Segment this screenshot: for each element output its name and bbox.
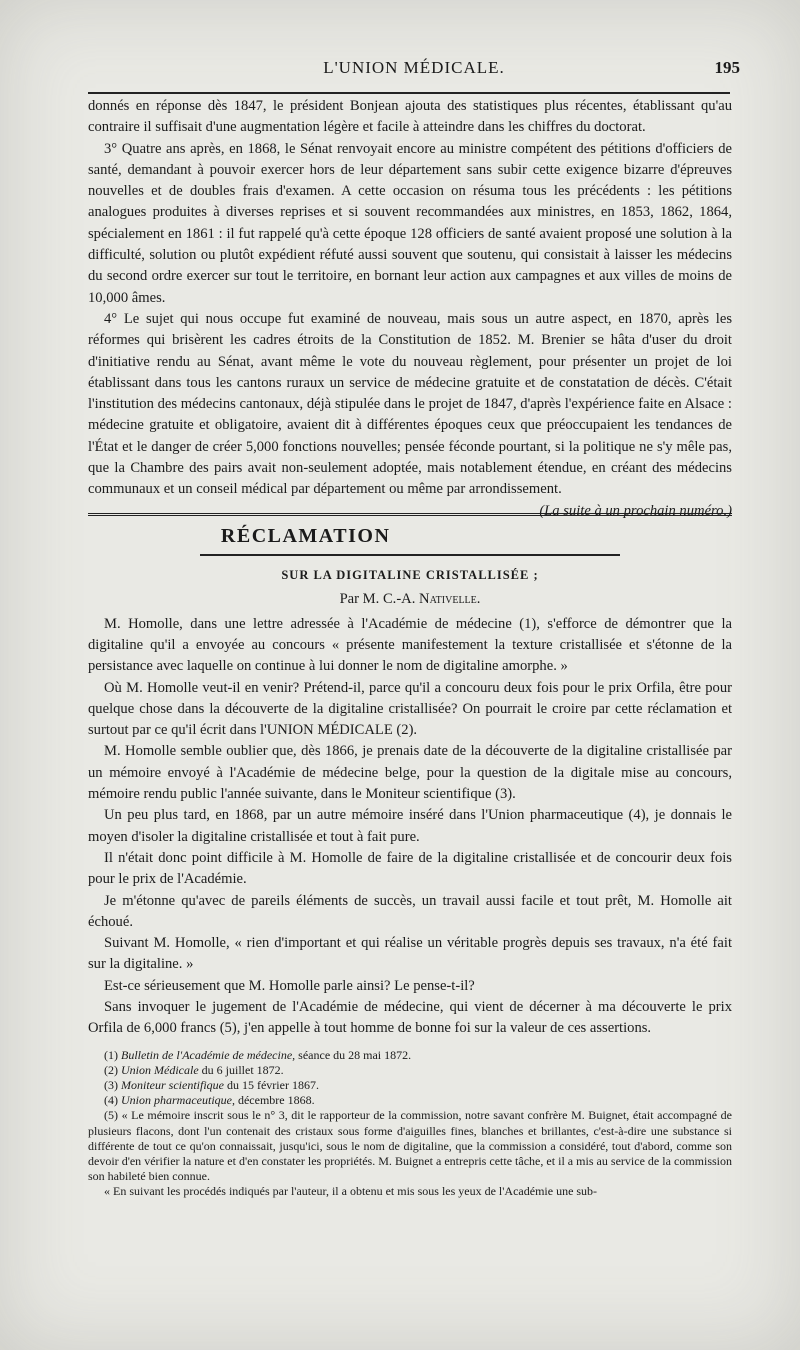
reclamation-paragraph: M. Homolle, dans une lettre adressée à l'Académie de médecine (1), s'efforce de démontrer que la digitaline qu'il a envoyée au concours « présente manifestement la texture cristallisée et s'étonne de la persistance avec laquelle on continue à lui donner le nom de digitaline amorphe. »	[88, 615, 732, 675]
footnote: (5) « Le mémoire inscrit sous le n° 3, dit le rapporteur de la commission, notre savant confrère M. Buignet, était accompagné de plusieurs flacons, dont l'un contenait des cristaux sous forme d'aiguilles fines, blanches et brillantes, c'est-à-dire une substance si différente de tout ce qu'on connaissait, jusqu'ici, sous le nom de digitaline, que la commission a considéré, tout d'abord, comme son devoir d'en vérifier la nature et d'en constater les propriétés. M. Buignet a entrepris cette tâche, et il a mis au service de la commission son habileté bien connue.	[88, 1108, 732, 1184]
reclamation-paragraph: Sans invoquer le jugement de l'Académie de médecine, qui vient de décerner à ma découverte le prix Orfila de 6,000 francs (5), j'en appelle à tout homme de bonne foi sur la valeur de ces assertions.	[88, 998, 732, 1037]
article-paragraph-1: donnés en réponse dès 1847, le président Bonjean ajouta des statistiques plus récentes, établissant qu'au contraire il suffisait d'une augmentation légère et facile à atteindre dans les chiffres du doctorat.	[88, 98, 732, 136]
footnote: (4) Union pharmaceutique, décembre 1868.	[104, 1093, 315, 1108]
author-line	[88, 588, 732, 610]
section-title: RÉCLAMATION	[220, 524, 391, 547]
title-rule	[200, 554, 620, 556]
reclamation-paragraph: Où M. Homolle veut-il en venir? Prétend-il, parce qu'il a concouru deux fois pour le prix Orfila, être pour quelque chose dans la découverte de la digitaline cristallisée? On pourrait le croire par cette réclamation et surtout par ce qu'il écrit dans l'UNION MÉDICALE (2).	[88, 679, 732, 739]
footnotes	[88, 1048, 732, 1200]
reclamation-paragraph: Suivant M. Homolle, « rien d'important et qui réalise un véritable progrès depuis ses travaux, n'a été fait sur la digitaline. »	[88, 935, 732, 973]
reclamation-paragraph: M. Homolle semble oublier que, dès 1866, je prenais date de la découverte de la digitaline cristallisée par un mémoire envoyé à l'Académie de médecine belge, pour la question de la digitale mise au concours, mémoire rendu public l'année suivante, dans le Moniteur scientifique (3).	[88, 743, 732, 803]
author-prefix: Par M. C.-A.	[339, 590, 420, 607]
running-title: L'UNION MÉDICALE.	[323, 58, 505, 77]
reclamation-paragraph: Je m'étonne qu'avec de pareils éléments de succès, un travail aussi facile et tout prêt, M. Homolle ait échoué.	[88, 892, 732, 930]
article-paragraph-3	[88, 309, 732, 519]
reclamation-paragraph: Il n'était donc point difficile à M. Homolle de faire de la digitaline cristallisée et de concourir deux fois pour le prix de l'Académie.	[88, 849, 732, 888]
reclamation-paragraph: Un peu plus tard, en 1868, par un autre mémoire inséré dans l'Union pharmaceutique (4), je donnais le moyen d'isoler la digitaline cristallisée et tout à fait pure.	[88, 807, 732, 845]
reclamation-paragraph: Est-ce sérieusement que M. Homolle parle ainsi? Le pense-t-il?	[104, 977, 475, 994]
article-paragraph-2: 3° Quatre ans après, en 1868, le Sénat renvoyait encore au ministre compétent des pétitions d'officiers de santé, demandant à pouvoir exercer hors de leur département sans subir cette exigence bizarre d'épreuves nouvelles et de doubles frais d'examen. A cette occasion on résuma tous les précédents : les pétitions analogues produites à diverses reprises et si souvent recommandées aux ministres, en 1853, 1862, 1864, spécialement en 1861 : il fut rappelé qu'à cette époque 128 officiers de santé avaient proposé une solution à la difficulté, solution ou plutôt expédient réfuté aussi souvent que soutenu, qui consistait à laisser les médecins du second ordre exercer sur tout le territoire, en bornant leur action aux campagnes et aux villes de moins de 10,000 âmes.	[88, 140, 732, 306]
header-rule	[88, 92, 730, 94]
page-content	[88, 96, 732, 1200]
section-subtitle: SUR LA DIGITALINE CRISTALLISÉE ;	[281, 567, 539, 582]
footnote: (2) Union Médicale du 6 juillet 1872.	[104, 1062, 284, 1077]
continuation-note: (La suite à un prochain numéro.)	[539, 502, 732, 519]
article-paragraph-3-text: 4° Le sujet qui nous occupe fut examiné de nouveau, mais sous un autre aspect, en 1870, après les réformes qui brisèrent les cadres étroits de la Constitution de 1852. M. Brenier se hâta d'user du droit d'initiative rendu au Sénat, avant même le vote du nouveau règlement, pour présenter un projet de loi établissant dans tous les cantons ruraux un service de médecine gratuite et de constatation de décès. C'était l'institution des médecins cantonaux, déjà stipulée dans le projet de 1847, d'après l'expérience faite en Alsace : médecine gratuite et obligatoire, avaient dit à différentes époques ceux que préoccupaient les tendances de l'État et le danger de créer 5,000 fonctions nouvelles; pensée féconde pourtant, si la politique ne s'y mêle pas, que la Chambre des pairs avait non-seulement adoptée, mais notablement étendue, en créant des médecins communaux et un conseil médical par département ou même par arrondissement.	[88, 310, 732, 498]
page-number: 195	[714, 58, 740, 77]
page-header	[88, 58, 740, 88]
footnote: (1) Bulletin de l'Académie de médecine, séance du 28 mai 1872.	[104, 1047, 412, 1062]
footnote: (3) Moniteur scientifique du 15 février 1867.	[104, 1077, 319, 1092]
author-name: Nativelle.	[419, 590, 481, 607]
footnote-continuation: « En suivant les procédés indiqués par l'auteur, il a obtenu et mis sous les yeux de l'Académie une sub-	[104, 1184, 598, 1199]
